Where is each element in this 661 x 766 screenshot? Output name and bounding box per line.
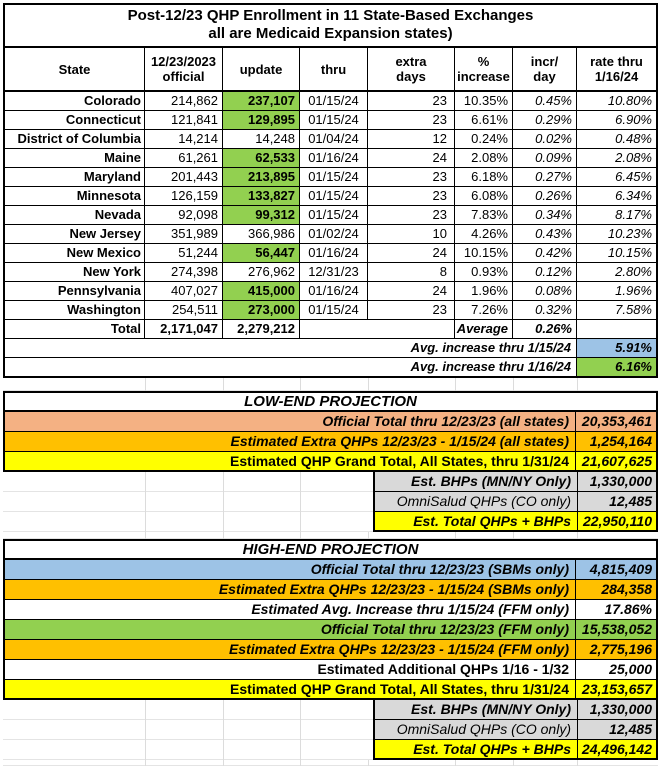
projection-row [3, 740, 658, 760]
update-value: 276,962 [223, 263, 300, 281]
projection-row-value: 284,358 [575, 580, 656, 599]
extra-days-value: 23 [368, 111, 455, 129]
extra-days-value: 10 [368, 225, 455, 243]
projection-row [3, 492, 658, 512]
thru-date: 01/15/24 [300, 111, 368, 129]
incr-per-day-value: 0.02% [513, 130, 577, 148]
projection-row-label: OmniSalud QHPs (CO only) [373, 720, 577, 740]
official-value: 51,244 [145, 244, 223, 262]
col-header-thru [300, 48, 368, 90]
projection-row-label: Estimated Extra QHPs 12/23/23 - 1/15/24 (FFM only) [5, 640, 575, 659]
pct-increase-value: 4.26% [455, 225, 513, 243]
table-row [5, 149, 656, 168]
projection-row [3, 660, 658, 680]
state-name: New Mexico [5, 244, 145, 262]
update-value: 14,248 [223, 130, 300, 148]
projection-row [3, 580, 658, 600]
state-name: Colorado [5, 92, 145, 110]
table-row [5, 225, 656, 244]
title-line-1: Post-12/23 QHP Enrollment in 11 State-Based Exchanges [127, 7, 534, 24]
thru-date: 01/04/24 [300, 130, 368, 148]
extra-days-value: 24 [368, 282, 455, 300]
header-label: % [477, 54, 490, 69]
projection-row-label: Estimated QHP Grand Total, All States, thru 1/31/24 [5, 452, 575, 470]
extra-days-value: 24 [368, 149, 455, 167]
projection-row-label: Est. BHPs (MN/NY Only) [373, 700, 577, 720]
pct-increase-value: 10.15% [455, 244, 513, 262]
grid-gap [3, 532, 658, 539]
incr-per-day-value: 0.42% [513, 244, 577, 262]
extra-days-value: 8 [368, 263, 455, 281]
official-value: 254,511 [145, 301, 223, 319]
total-label: Total [5, 320, 145, 338]
table-row [5, 282, 656, 301]
official-value: 214,862 [145, 92, 223, 110]
official-value: 126,159 [145, 187, 223, 205]
avg-increase-row-1 [5, 339, 656, 358]
thru-date: 01/15/24 [300, 301, 368, 319]
rate-thru-value: 2.08% [615, 150, 652, 165]
header-label: thru [320, 61, 347, 77]
projection-row-value: 2,775,196 [575, 640, 656, 659]
total-row [5, 320, 656, 339]
projection-row-value: 25,000 [575, 660, 656, 679]
projection-row [3, 620, 658, 640]
thru-date: 01/16/24 [300, 244, 368, 262]
incr-per-day-value: 0.29% [513, 111, 577, 129]
projection-row [3, 472, 658, 492]
empty-cells [3, 720, 373, 740]
state-name: Connecticut [5, 111, 145, 129]
state-name: Minnesota [5, 187, 145, 205]
state-name: New York [5, 263, 145, 281]
high-end-section [3, 539, 658, 760]
empty-cells [3, 472, 373, 492]
projection-row-value: 17.86% [575, 600, 656, 619]
state-name: New Jersey [5, 225, 145, 243]
total-rate-blank [577, 320, 656, 338]
state-rows [5, 92, 656, 320]
pct-increase-value: 6.08% [455, 187, 513, 205]
thru-date: 01/15/24 [300, 206, 368, 224]
incr-per-day-value: 0.12% [513, 263, 577, 281]
table-row [5, 92, 656, 111]
projection-row-value: 1,254,164 [575, 432, 656, 451]
header-label: update [239, 61, 283, 77]
projection-row-label: OmniSalud QHPs (CO only) [373, 492, 577, 512]
projection-row [3, 512, 658, 532]
state-name: Maryland [5, 168, 145, 186]
update-value: 273,000 [223, 301, 300, 319]
projection-row-label: Estimated QHP Grand Total, All States, thru 1/31/24 [5, 680, 575, 698]
projection-row-value: 4,815,409 [575, 560, 656, 579]
pct-increase-value: 10.35% [455, 92, 513, 110]
low-end-rows [3, 412, 658, 532]
thru-date: 01/16/24 [300, 282, 368, 300]
table-row [5, 111, 656, 130]
rate-thru-value: 1.96% [615, 283, 652, 298]
official-value: 351,989 [145, 225, 223, 243]
projection-row-value: 12,485 [577, 720, 658, 740]
header-label: day [533, 69, 556, 84]
official-value: 121,841 [145, 111, 223, 129]
rate-thru-value: 10.15% [607, 245, 652, 260]
projection-row [3, 452, 658, 472]
header-label: rate thru [590, 54, 643, 69]
rate-thru-value: 10.80% [607, 93, 652, 108]
header-label: extra [395, 54, 427, 69]
rate-thru-value: 6.90% [615, 112, 652, 127]
table-row [5, 187, 656, 206]
table-row [5, 301, 656, 320]
grid-gap [3, 760, 658, 766]
extra-days-value: 23 [368, 301, 455, 319]
pct-increase-value: 6.18% [455, 168, 513, 186]
update-value: 366,986 [223, 225, 300, 243]
rate-thru-value: 10.23% [607, 226, 652, 241]
update-value: 62,533 [223, 149, 300, 167]
projection-row-label: Est. Total QHPs + BHPs [373, 512, 577, 532]
update-value: 213,895 [223, 168, 300, 186]
extra-days-value: 12 [368, 130, 455, 148]
projection-row-value: 12,485 [577, 492, 658, 512]
official-value: 61,261 [145, 149, 223, 167]
thru-date: 01/15/24 [300, 168, 368, 186]
projection-row-label: Estimated Additional QHPs 1/16 - 1/32 [5, 660, 575, 679]
incr-per-day-value: 0.45% [513, 92, 577, 110]
extra-days-value: 23 [368, 168, 455, 186]
rate-thru-value: 8.17% [615, 207, 652, 222]
low-end-header: LOW-END PROJECTION [3, 391, 658, 412]
projection-row [3, 432, 658, 452]
official-value: 407,027 [145, 282, 223, 300]
projection-row-value: 24,496,142 [577, 740, 658, 760]
thru-date: 01/15/24 [300, 92, 368, 110]
official-value: 92,098 [145, 206, 223, 224]
pct-increase-value: 7.26% [455, 301, 513, 319]
projection-row-label: Estimated Avg. Increase thru 1/15/24 (FFM only) [5, 600, 575, 619]
projection-row-label: Est. Total QHPs + BHPs [373, 740, 577, 760]
incr-per-day-value: 0.32% [513, 301, 577, 319]
state-name: Nevada [5, 206, 145, 224]
col-header-update [223, 48, 300, 90]
projection-row-label: Official Total thru 12/23/23 (all states) [5, 412, 575, 431]
update-value: 415,000 [223, 282, 300, 300]
thru-date: 01/16/24 [300, 149, 368, 167]
update-value: 129,895 [223, 111, 300, 129]
empty-cells [3, 700, 373, 720]
avg-increase-label: Avg. increase thru 1/15/24 [5, 339, 577, 357]
state-name: Washington [5, 301, 145, 319]
projection-row-value: 15,538,052 [575, 620, 656, 639]
projection-row-label: Official Total thru 12/23/23 (FFM only) [5, 620, 575, 639]
col-header-rate-thru [577, 48, 656, 90]
header-label: State [58, 61, 91, 77]
pct-increase-value: 1.96% [455, 282, 513, 300]
projection-row [3, 720, 658, 740]
thru-date: 12/31/23 [300, 263, 368, 281]
high-end-rows [3, 560, 658, 760]
projection-row [3, 412, 658, 432]
rate-thru-value: 6.34% [615, 188, 652, 203]
col-header-state [5, 48, 145, 90]
incr-per-day-value: 0.34% [513, 206, 577, 224]
projection-row-value: 20,353,461 [575, 412, 656, 431]
empty-cells [3, 740, 373, 760]
grid-gap [3, 378, 658, 391]
header-label: days [396, 69, 426, 84]
avg-increase-value: 5.91% [577, 339, 656, 357]
enrollment-table [3, 3, 658, 378]
update-value: 133,827 [223, 187, 300, 205]
average-label: Average [455, 320, 513, 338]
rate-thru-value: 7.58% [615, 302, 652, 317]
header-label: official [162, 69, 205, 84]
table-row [5, 130, 656, 149]
update-value: 99,312 [223, 206, 300, 224]
header-label: 12/23/2023 [150, 54, 217, 69]
pct-increase-value: 0.93% [455, 263, 513, 281]
official-value: 14,214 [145, 130, 223, 148]
header-label: increase [457, 69, 510, 84]
official-value: 201,443 [145, 168, 223, 186]
projection-row-value: 21,607,625 [575, 452, 656, 470]
incr-per-day-value: 0.08% [513, 282, 577, 300]
incr-per-day-value: 0.43% [513, 225, 577, 243]
projection-row-value: 23,153,657 [575, 680, 656, 698]
projection-row-label: Estimated Extra QHPs 12/23/23 - 1/15/24 (all states) [5, 432, 575, 451]
header-label: 1/16/24 [594, 69, 639, 84]
extra-days-value: 23 [368, 92, 455, 110]
rate-thru-value: 2.80% [615, 264, 652, 279]
projection-row [3, 680, 658, 700]
pct-increase-value: 0.24% [455, 130, 513, 148]
average-value: 0.26% [513, 320, 577, 338]
table-row [5, 244, 656, 263]
projection-row-value: 1,330,000 [577, 472, 658, 492]
state-name: Maine [5, 149, 145, 167]
rate-thru-value: 0.48% [615, 131, 652, 146]
official-value: 274,398 [145, 263, 223, 281]
projection-row-label: Official Total thru 12/23/23 (SBMs only) [5, 560, 575, 579]
projection-row-label: Estimated Extra QHPs 12/23/23 - 1/15/24 (SBMs only) [5, 580, 575, 599]
col-header-extra-days [368, 48, 455, 90]
avg-increase-label: Avg. increase thru 1/16/24 [5, 358, 577, 376]
incr-per-day-value: 0.27% [513, 168, 577, 186]
pct-increase-value: 2.08% [455, 149, 513, 167]
avg-increase-value: 6.16% [577, 358, 656, 376]
pct-increase-value: 6.61% [455, 111, 513, 129]
table-row [5, 168, 656, 187]
extra-days-value: 24 [368, 244, 455, 262]
total-blank [300, 320, 455, 338]
state-name: Pennsylvania [5, 282, 145, 300]
rate-thru-value: 6.45% [615, 169, 652, 184]
header-label: incr/ [530, 54, 559, 69]
projection-row [3, 700, 658, 720]
col-header-official [145, 48, 223, 90]
incr-per-day-value: 0.09% [513, 149, 577, 167]
table-title [5, 5, 656, 48]
projection-row-value: 22,950,110 [577, 512, 658, 532]
avg-increase-row-2 [5, 358, 656, 376]
high-end-header: HIGH-END PROJECTION [3, 539, 658, 560]
total-update: 2,279,212 [223, 320, 300, 338]
title-line-2: all are Medicaid Expansion states) [208, 25, 453, 42]
update-value: 237,107 [223, 92, 300, 110]
table-row [5, 263, 656, 282]
projection-row [3, 600, 658, 620]
incr-per-day-value: 0.26% [513, 187, 577, 205]
extra-days-value: 23 [368, 206, 455, 224]
projection-row [3, 560, 658, 580]
thru-date: 01/15/24 [300, 187, 368, 205]
state-name: District of Columbia [5, 130, 145, 148]
thru-date: 01/02/24 [300, 225, 368, 243]
empty-cells [3, 512, 373, 532]
projection-row [3, 640, 658, 660]
header-row [5, 48, 656, 92]
projection-row-label: Est. BHPs (MN/NY Only) [373, 472, 577, 492]
table-row [5, 206, 656, 225]
extra-days-value: 23 [368, 187, 455, 205]
low-end-section [3, 391, 658, 532]
pct-increase-value: 7.83% [455, 206, 513, 224]
projection-row-value: 1,330,000 [577, 700, 658, 720]
total-official: 2,171,047 [145, 320, 223, 338]
col-header-incr-day [513, 48, 577, 90]
empty-cells [3, 492, 373, 512]
update-value: 56,447 [223, 244, 300, 262]
col-header-pct-increase [455, 48, 513, 90]
